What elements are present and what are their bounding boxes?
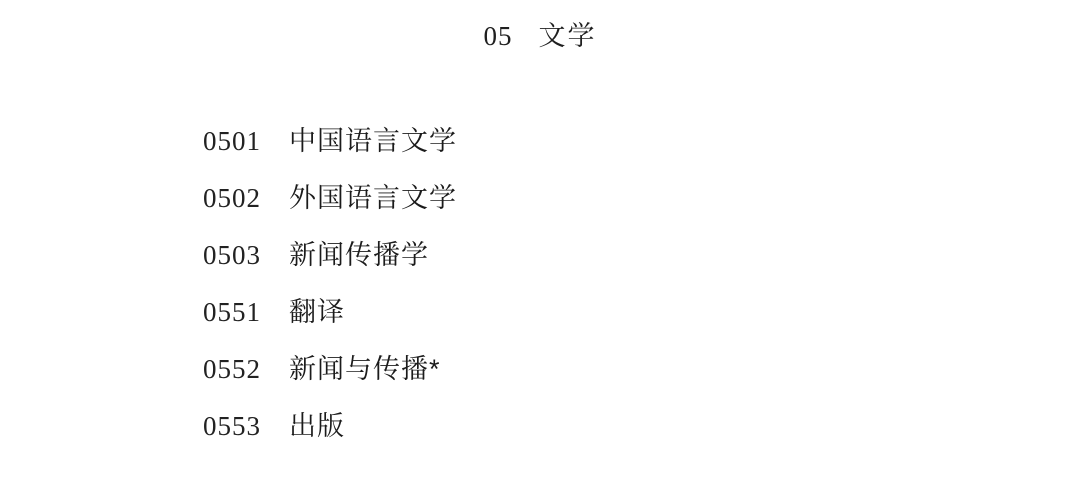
discipline-code: 0501 [203, 126, 261, 156]
discipline-row [203, 284, 457, 341]
discipline-row [203, 113, 457, 170]
discipline-row [203, 341, 457, 398]
discipline-name: 新闻传播学 [289, 240, 429, 270]
discipline-code: 0551 [203, 297, 261, 327]
discipline-code: 0502 [203, 183, 261, 213]
discipline-code: 0503 [203, 240, 261, 270]
discipline-row [203, 227, 457, 284]
discipline-name: 新闻与传播* [289, 354, 441, 384]
discipline-list [203, 113, 457, 455]
discipline-code: 0553 [203, 411, 261, 441]
discipline-row [203, 398, 457, 455]
discipline-row [203, 170, 457, 227]
discipline-code: 0552 [203, 354, 261, 384]
category-code: 05 [483, 21, 513, 51]
category-name: 文学 [538, 21, 597, 51]
discipline-name: 中国语言文学 [289, 126, 457, 156]
discipline-name: 外国语言文学 [289, 183, 457, 213]
page-title [0, 20, 1080, 52]
discipline-name: 翻译 [289, 297, 345, 327]
discipline-name: 出版 [289, 411, 345, 441]
